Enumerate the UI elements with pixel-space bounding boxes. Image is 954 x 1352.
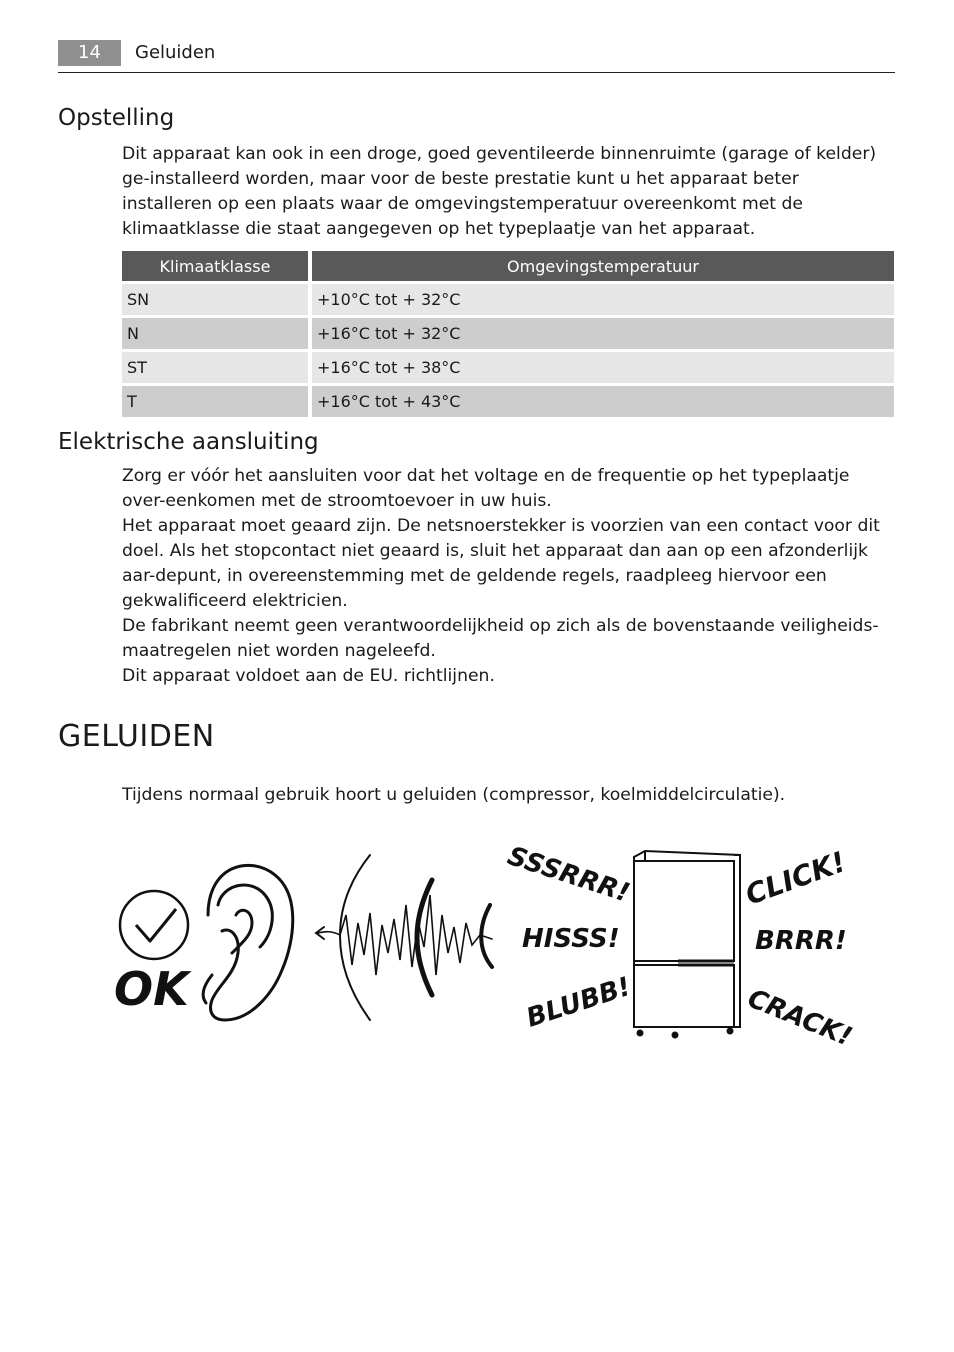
checkmark-icon <box>120 891 188 959</box>
ok-label: OK <box>114 962 189 1016</box>
table-cell-class: SN <box>122 284 312 315</box>
paragraph-elektrisch-4: Dit apparaat voldoet aan de EU. richtlijnen. <box>122 666 495 686</box>
table-cell-temperature: +16°C tot + 32°C <box>312 318 894 349</box>
heading-elektrische-aansluiting: Elektrische aansluiting <box>58 429 319 455</box>
paragraph-elektrisch-1: Zorg er vóór het aansluiten voor dat het voltage en de frequentie op het typeplaatje over-eenkomen met de stroomtoevoer in uw huis. <box>122 466 850 511</box>
sound-brrr: BRRR! <box>755 926 847 956</box>
table-cell-temperature: +16°C tot + 43°C <box>312 386 894 417</box>
table-cell-temperature: +10°C tot + 32°C <box>312 284 894 315</box>
climate-class-table <box>122 248 894 420</box>
sound-hisss: HISSS! <box>522 924 620 954</box>
table-header-klimaatklasse: Klimaatklasse <box>122 251 312 281</box>
heading-geluiden: GELUIDEN <box>58 719 215 754</box>
table-cell-class: T <box>122 386 312 417</box>
paragraph-elektrisch-3: De fabrikant neemt geen verantwoordelijkheid op zich als de bovenstaande veiligheids-maatregelen niet worden nageleefd. <box>122 616 879 661</box>
sound-sssrrr: SSSRRR! <box>503 841 634 909</box>
table-row <box>122 318 894 349</box>
table-cell-class: N <box>122 318 312 349</box>
running-title: Geluiden <box>135 42 216 63</box>
page-header <box>58 40 895 73</box>
paragraph-geluiden: Tijdens normaal gebruik hoort u geluiden (compressor, koelmiddelcirculatie). <box>122 785 786 805</box>
sound-crack: CRACK! <box>743 983 857 1053</box>
fridge-icon <box>634 851 740 1038</box>
sound-click: CLICK! <box>741 845 850 912</box>
table-row <box>122 284 894 315</box>
table-row <box>122 352 894 383</box>
sound-blubb: BLUBB! <box>522 971 635 1034</box>
table-header-omgevingstemperatuur: Omgevingstemperatuur <box>312 251 894 281</box>
sounds-illustration <box>100 835 900 1055</box>
table-cell-temperature: +16°C tot + 38°C <box>312 352 894 383</box>
page-number: 14 <box>58 40 121 66</box>
heading-opstelling: Opstelling <box>58 105 175 131</box>
paragraph-elektrisch-2: Het apparaat moet geaard zijn. De netsnoerstekker is voorzien van een contact voor dit doel. Als het stopcontact niet geaard is, sluit het apparaat dan aan op een afzonderlijk aar-depunt, in overeenstemming met de geldende regels, raadpleeg hiervoor een gekwalificeerd elektricien. <box>122 516 880 611</box>
table-cell-class: ST <box>122 352 312 383</box>
ear-icon <box>203 865 293 1020</box>
sound-wave-icon <box>316 855 492 1020</box>
paragraph-opstelling: Dit apparaat kan ook in een droge, goed geventileerde binnenruimte (garage of kelder) ge-installeerd worden, maar voor de beste prestatie kunt u het apparaat beter installeren op een plaats waar de omgevingstemperatuur overeenkomt met de klimaatklasse die staat aangegeven op het typeplaatje van het apparaat. <box>122 144 877 239</box>
table-row <box>122 386 894 417</box>
